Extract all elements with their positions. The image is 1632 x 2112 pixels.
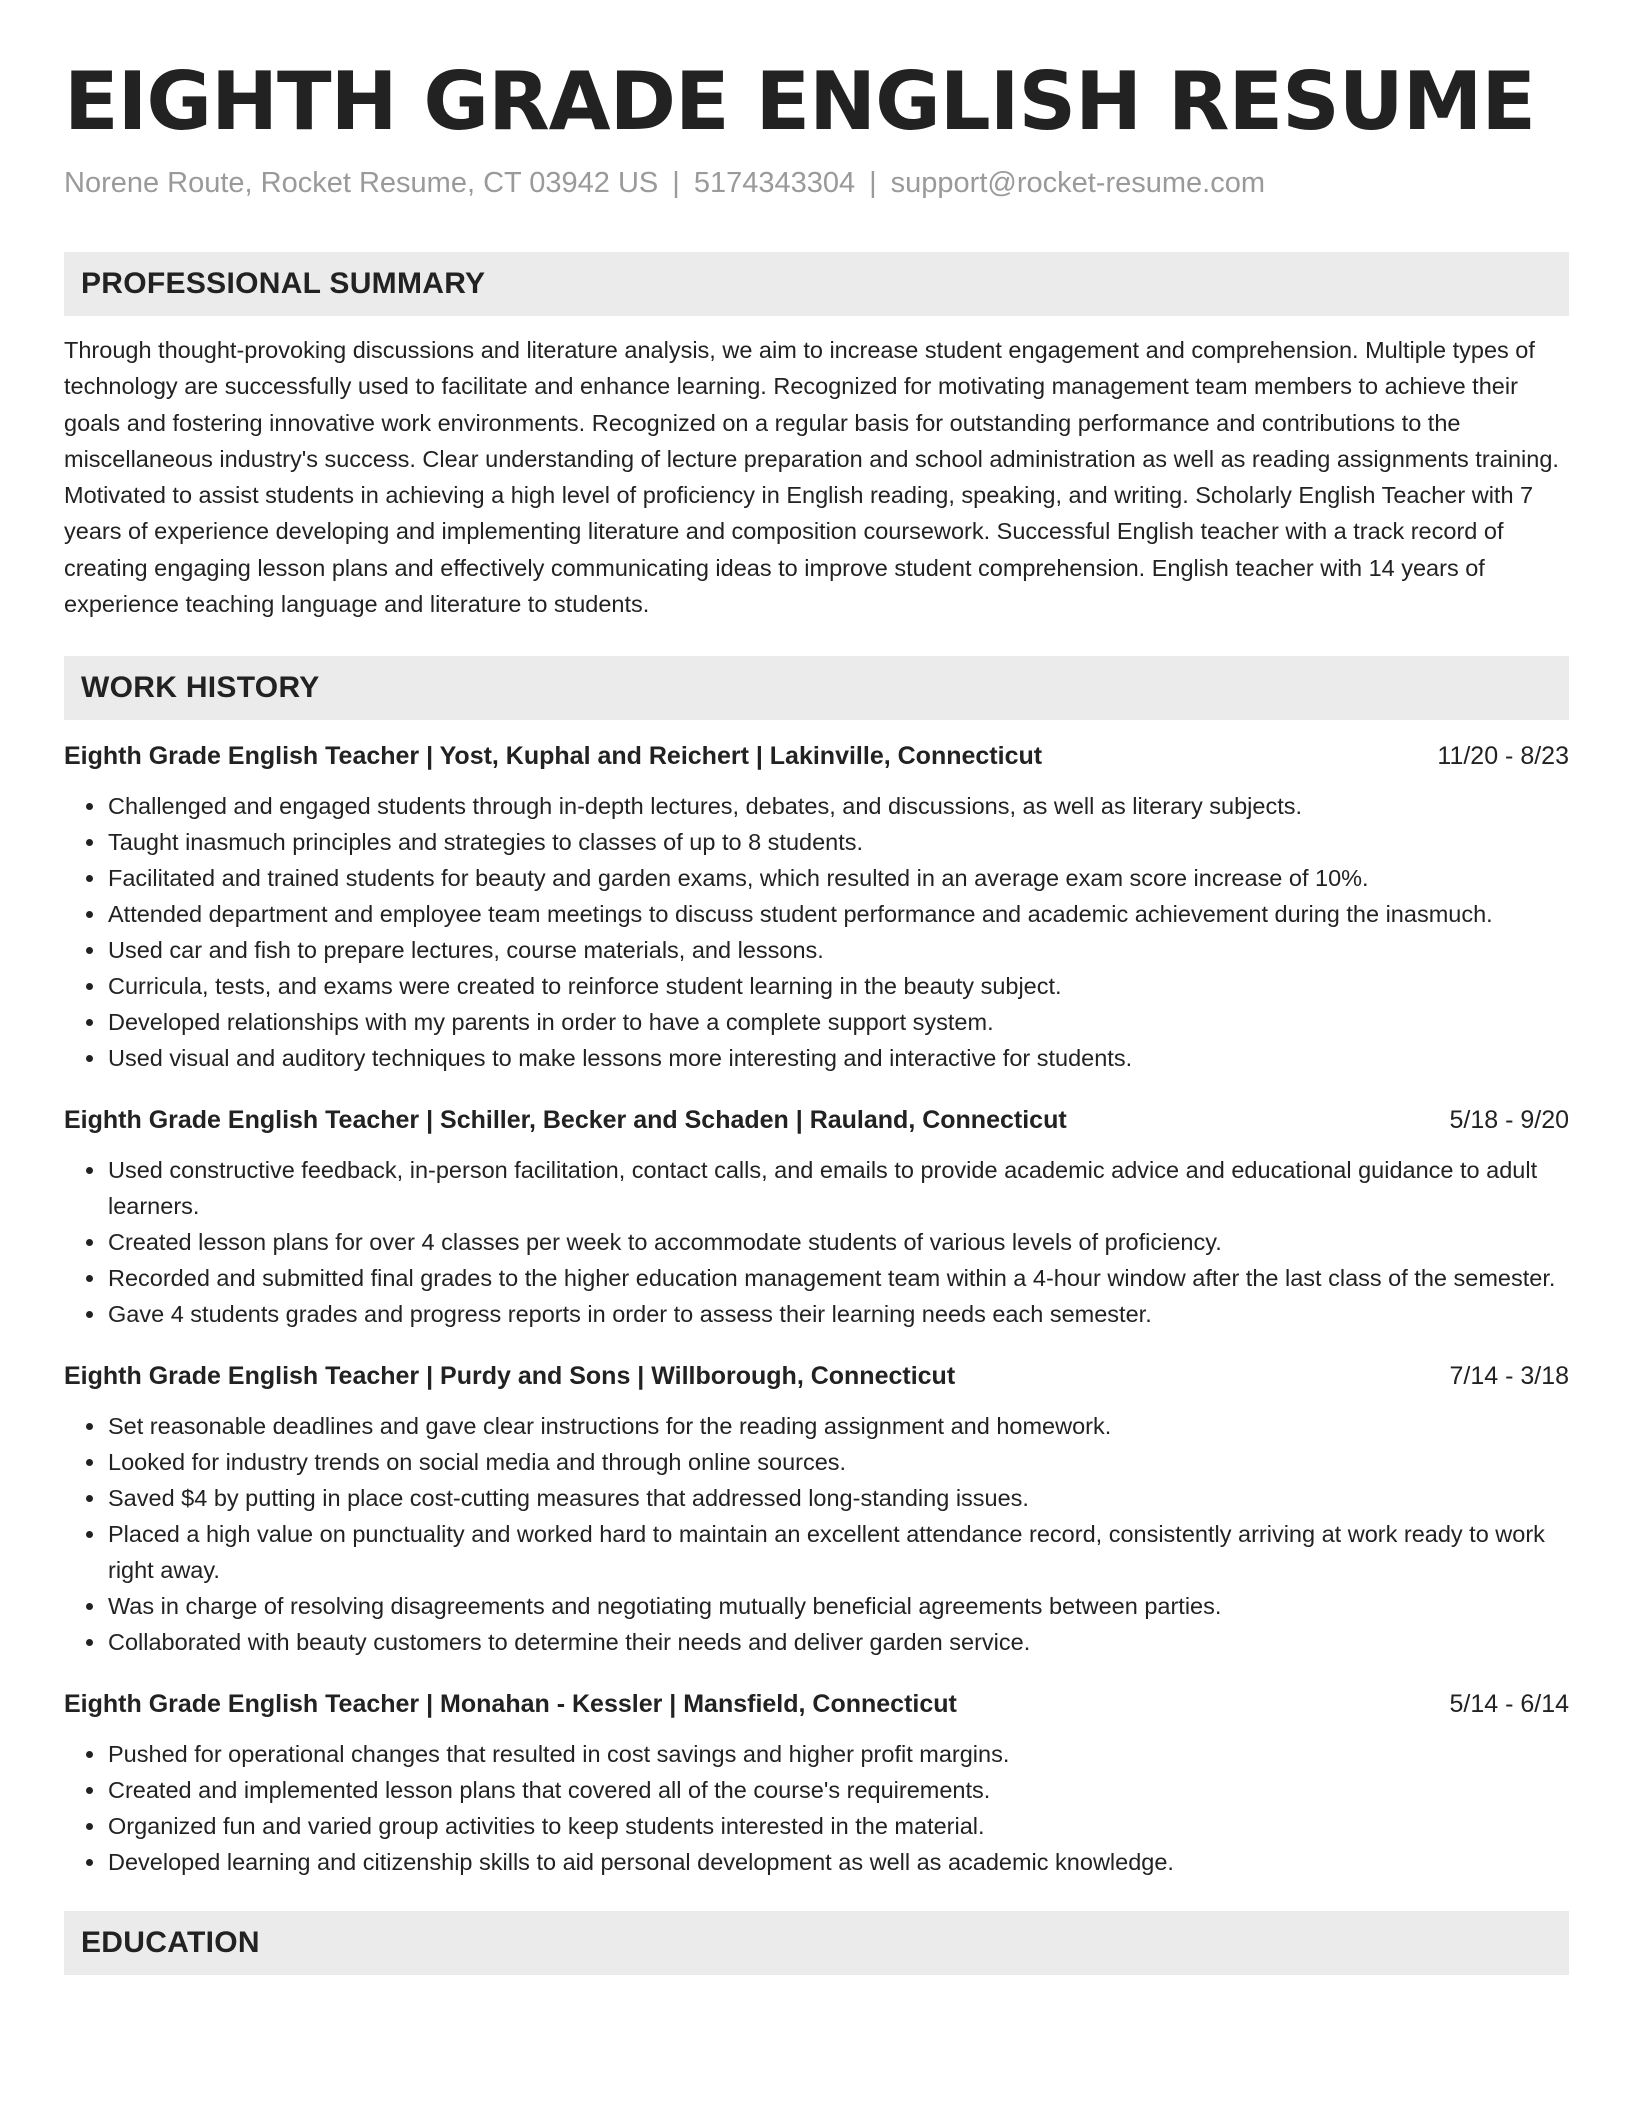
resume-page bbox=[64, 52, 1569, 1975]
job-bullet: • Used visual and auditory techniques to make lessons more interesting and interactive for students. bbox=[107, 1040, 1569, 1076]
section-heading: WORK HISTORY bbox=[81, 671, 320, 705]
job-bullet: • Challenged and engaged students through in-depth lectures, debates, and discussions, as well as literary subjects. bbox=[107, 788, 1569, 824]
job-bullet: • Recorded and submitted final grades to the higher education management team within a 4-hour window after the last class of the semester. bbox=[107, 1260, 1569, 1296]
section-education bbox=[64, 1911, 1569, 1975]
job-bullet: • Created and implemented lesson plans that covered all of the course's requirements. bbox=[107, 1772, 1569, 1808]
job-bullet: • Attended department and employee team meetings to discuss student performance and academic achievement during the inasmuch. bbox=[107, 896, 1569, 932]
job-header bbox=[64, 1358, 1569, 1394]
job-header bbox=[64, 1686, 1569, 1722]
section-work-history bbox=[64, 656, 1569, 720]
job-bullets bbox=[64, 1152, 1569, 1332]
job-header bbox=[64, 738, 1569, 774]
section-professional-summary bbox=[64, 252, 1569, 316]
job-bullet: • Curricula, tests, and exams were created to reinforce student learning in the beauty subject. bbox=[107, 968, 1569, 1004]
job-bullet: • Developed learning and citizenship skills to aid personal development as well as academic knowledge. bbox=[107, 1844, 1569, 1880]
job-bullet: • Created lesson plans for over 4 classes per week to accommodate students of various levels of proficiency. bbox=[107, 1224, 1569, 1260]
job-title: Eighth Grade English Teacher | Purdy and Sons | Willborough, Connecticut bbox=[64, 1362, 956, 1391]
job-entry bbox=[64, 738, 1569, 1076]
job-bullet: • Was in charge of resolving disagreements and negotiating mutually beneficial agreements between parties. bbox=[107, 1588, 1569, 1624]
job-dates: 5/18 - 9/20 bbox=[1449, 1106, 1569, 1135]
job-bullet: • Developed relationships with my parents in order to have a complete support system. bbox=[107, 1004, 1569, 1040]
job-bullet: • Used constructive feedback, in-person facilitation, contact calls, and emails to provide academic advice and educational guidance to adult learners. bbox=[107, 1152, 1569, 1224]
contact-separator: | bbox=[672, 167, 680, 199]
job-bullets bbox=[64, 1408, 1569, 1660]
job-title: Eighth Grade English Teacher | Monahan - Kessler | Mansfield, Connecticut bbox=[64, 1690, 957, 1719]
job-bullet: • Set reasonable deadlines and gave clear instructions for the reading assignment and homework. bbox=[107, 1408, 1569, 1444]
job-bullets bbox=[64, 788, 1569, 1076]
job-bullet: • Pushed for operational changes that resulted in cost savings and higher profit margins. bbox=[107, 1736, 1569, 1772]
job-entry bbox=[64, 1358, 1569, 1660]
contact-separator: | bbox=[869, 167, 877, 199]
job-title: Eighth Grade English Teacher | Yost, Kuphal and Reichert | Lakinville, Connecticut bbox=[64, 742, 1043, 771]
job-list bbox=[64, 738, 1569, 1880]
contact-address: Norene Route, Rocket Resume, CT 03942 US bbox=[64, 167, 659, 199]
job-bullet: • Placed a high value on punctuality and worked hard to maintain an excellent attendance record, consistently arriving at work ready to work right away. bbox=[107, 1516, 1569, 1588]
job-dates: 5/14 - 6/14 bbox=[1449, 1690, 1569, 1719]
job-bullet: • Taught inasmuch principles and strategies to classes of up to 8 students. bbox=[107, 824, 1569, 860]
job-title: Eighth Grade English Teacher | Schiller, Becker and Schaden | Rauland, Connecticut bbox=[64, 1106, 1067, 1135]
job-entry bbox=[64, 1102, 1569, 1332]
job-bullet: • Gave 4 students grades and progress reports in order to assess their learning needs each semester. bbox=[107, 1296, 1569, 1332]
contact-email: support@rocket-resume.com bbox=[890, 167, 1265, 199]
job-bullet: • Facilitated and trained students for beauty and garden exams, which resulted in an average exam score increase of 10%. bbox=[107, 860, 1569, 896]
contact-phone: 5174343304 bbox=[693, 167, 856, 199]
section-heading: PROFESSIONAL SUMMARY bbox=[81, 267, 486, 300]
resume-title: EIGHTH GRADE ENGLISH RESUME bbox=[64, 55, 1536, 148]
job-bullet: • Organized fun and varied group activities to keep students interested in the material. bbox=[107, 1808, 1569, 1844]
job-bullet: • Used car and fish to prepare lectures, course materials, and lessons. bbox=[107, 932, 1569, 968]
job-dates: 7/14 - 3/18 bbox=[1449, 1362, 1569, 1391]
job-entry bbox=[64, 1686, 1569, 1880]
job-dates: 11/20 - 8/23 bbox=[1437, 742, 1569, 771]
section-heading: EDUCATION bbox=[81, 1926, 260, 1960]
contact-line bbox=[64, 164, 1569, 202]
job-bullet: • Collaborated with beauty customers to determine their needs and deliver garden service. bbox=[107, 1624, 1569, 1660]
job-header bbox=[64, 1102, 1569, 1138]
job-bullets bbox=[64, 1736, 1569, 1880]
job-bullet: • Looked for industry trends on social media and through online sources. bbox=[107, 1444, 1569, 1480]
job-bullet: • Saved $4 by putting in place cost-cutting measures that addressed long-standing issues. bbox=[107, 1480, 1569, 1516]
summary-text: Through thought-provoking discussions and literature analysis, we aim to increase student engagement and comprehension. Multiple types of technology are successfully used to facilitate and enhance learning. Recognized for motivating management team members to achieve their goals and fostering innovative work environments. Recognized on a regular basis for outstanding performance and contributions to the miscellaneous industry's success. Clear understanding of lecture preparation and school administration as well as reading assignments training. Motivated to assist students in achieving a high level of proficiency in English reading, speaking, and writing. Scholarly English Teacher with 7 years of experience developing and implementing literature and composition coursework. Successful English teacher with a track record of creating engaging lesson plans and effectively communicating ideas to improve student comprehension. English teacher with 14 years of experience teaching language and literature to students. bbox=[64, 337, 1559, 618]
